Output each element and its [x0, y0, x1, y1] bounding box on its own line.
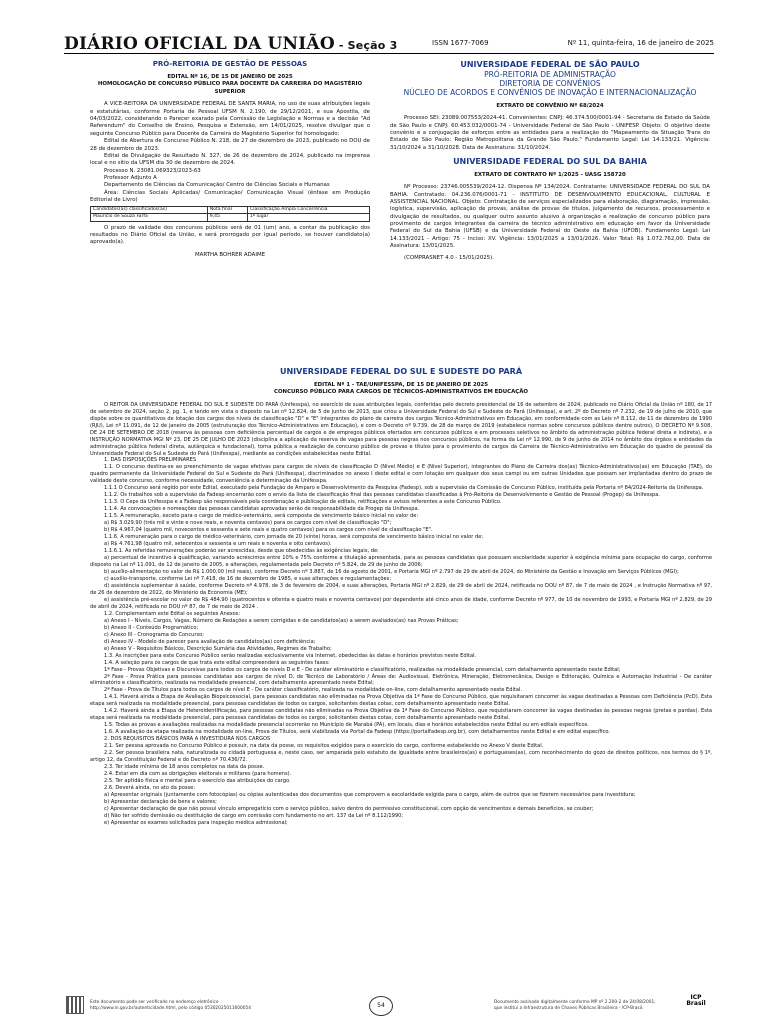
section-label: - Seção 3	[334, 39, 398, 52]
edital-paragraph: 1.1. O concurso destina-se ao preenchimento de vagas efetivas para cargos de níveis de classificação D (Nível Médio) e E (Nível Superior), integrantes do Plano de Carreira dos(as) Técnico-Administrativos(as) em Educação (TAE), do quadro permanente da Universidade Federal do Sul e Sudeste do Pará (Unifesspa), discriminados no anexo I deste edital e com lotação em qualquer dos seus campi ou em outras Unidades que possam ser implantadas dentro do prazo de validade deste concurso, conforme necessidade, conveniência e determinação da Unifesspa.	[90, 464, 712, 485]
table-header: Classificação Ampla Concorrência	[247, 207, 369, 214]
edital-paragraph: 2. DOS REQUISITOS BÁSICOS PARA A INVESTIDURA NOS CARGOS	[104, 736, 271, 743]
edital-title: EDITAL Nº 16, DE 15 DE JANEIRO DE 2025	[167, 73, 293, 80]
edital-paragraph: 1.4.1. Haverá ainda a Etapa de Avaliação Biopsicossocial, para pessoas candidatas não eliminadas na Prova Objetiva da 1ª Fase do Concurso Público, que requisitaram concorrer às vagas destinadas a Pessoas com Deficiência (PcD). Esta etapa será realizada na modalidade presencial, para pessoas candidatas de todos os cargos, solicitantes destas cotas, com detalhamento apresentado neste Edital.	[90, 694, 712, 708]
edital-paragraph: e) assistência pré-escolar no valor de R$ 484,90 (quatrocentos e oitenta e quatro reais e noventa centavos) por dependente até cinco anos de idade, conforme Decreto nº 977, de 10 de novembro de 1993, e Portaria MGI nº 2.829, de 29 de abril de 2024, retificada no DOU nº 87, de 7 de maio de 2024 .	[90, 596, 712, 610]
signature-note	[494, 1000, 656, 1013]
table-header: Nota final	[207, 207, 247, 214]
left-column	[90, 60, 370, 259]
item-1: Edital de Abertura de Concurso Público N. 218, de 27 de dezembro de 2023, publicado no DOU de 28 de dezembro de 2023.	[90, 138, 370, 152]
item-3: Processo N. 23081.069323/2023-63	[104, 167, 201, 174]
signature-line: Documento assinado digitalmente conforme MP nº 2.200-2 de 24/08/2001,	[494, 1000, 656, 1005]
intro-paragraph: A VICE-REITORA DA UNIVERSIDADE FEDERAL DE SANTA MARIA, no uso de suas atribuições legais e estatutárias, conforme Portaria de Pessoal UFSM N. 2.190, de 29/12/2021, e sua Apostila, de 04/03/2022, considerando o Parecer exarado pela Comissão de Legislação e Normas e a decisão "Ad Referendum" do Conselho de Ensino, Pesquisa e Extensão, em 14/01/2025, resolve divulgar que o seguinte Concurso Público para Docente da Carreira do Magistério Superior foi homologado:	[90, 101, 370, 137]
edital-paragraph: a) R$ 4.761,98 (quatro mil, setecentos e sessenta e um reais e noventa e oito centavos).	[104, 541, 332, 548]
edital-tae-title: EDITAL Nº 1 - TAE/UNIFESSPA, DE 15 DE JANEIRO DE 2025	[313, 381, 489, 388]
edital-paragraph: 2.2. Ser pessoa brasileira nata, naturalizada ou cidadã portuguesa e, neste caso, ser amparada pelo estatuto de igualdade entre brasileiros(as) e portugueses(as), com reconhecimento do gozo de direitos políticos, nos termos do § 1º, artigo 12, da Constituição Federal e do Decreto nº 70.436/72.	[90, 750, 712, 764]
issue-date: Nº 11, quinta-feira, 16 de janeiro de 2025	[567, 39, 714, 47]
unifesspa-section	[90, 367, 712, 827]
edital-paragraph: 2.6. Deverá ainda, no ato da posse:	[104, 785, 196, 791]
section-title: PRÓ-REITORIA DE GESTÃO DE PESSOAS	[152, 60, 308, 68]
edital-paragraph: e) Anexo V - Requisitos Básicos, Descrição Sumária das Atividades, Regimes de Trabalho;	[104, 645, 332, 652]
edital-paragraph: a) R$ 3.029,90 (três mil e vinte e nove reais, e noventa centavos) para os cargos com nível de classificação "D";	[104, 520, 392, 527]
edital-paragraph: d) Não ter sofrido demissão ou destituição de cargo em comissão com fundamento no art. 137 da Lei nº 8.112/1990;	[104, 812, 404, 819]
icp-brasil-logo: ICP Brasil	[686, 994, 706, 1007]
edital-paragraph: 1.1.4. As convocações e nomeações das pessoas candidatas aprovadas serão de responsabilidade da Progep da Unifesspa.	[104, 506, 420, 513]
item-2: Edital de Divulgação de Resultado N. 327, de 26 de dezembro de 2024, publicado na imprensa local e no sítio da UFSM dia 30 de dezembro de 2024.	[90, 152, 370, 167]
edital-paragraph: 1.3. As inscrições para este Concurso Público serão realizadas exclusivamente via Internet, obedecidas às datas e horários previstos neste Edital.	[104, 652, 477, 659]
qr-code-icon	[66, 996, 84, 1014]
edital-paragraph: 2.1. Ser pessoa aprovada no Concurso Público e possuir, na data da posse, os requisitos exigidos para o exercício do cargo, conforme estabelecido no Anexo V deste Edital.	[104, 743, 544, 750]
right-column	[390, 60, 710, 263]
edital-paragraph: 1.2. Complementam este Edital os seguintes Anexos:	[104, 610, 241, 617]
results-table	[90, 206, 370, 221]
item-6: Área: Ciências Sociais Aplicadas/ Comunicação/ Comunicação Visual (ênfase em Produção Editorial de Livro)	[90, 189, 370, 203]
edital-paragraph: 1.5. Todas as provas e avaliações realizadas na modalidade presencial ocorrerão no Município de Marabá (PA), em locais, dias e horários estabelecidos neste Edital ou em editais específicos.	[104, 722, 589, 729]
edital-tae-subtitle: CONCURSO PÚBLICO PARA CARGOS DE TÉCNICOS-ADMINISTRATIVOS EM EDUCAÇÃO	[274, 389, 528, 396]
edital-paragraph: e) Apresentar os exames solicitados para inspeção médica admissional;	[104, 819, 288, 826]
verification-line: http://www.in.gov.br/autenticidade.html, pelo código 05302025011600054	[90, 1006, 251, 1012]
table-cell: 1º lugar	[247, 214, 369, 221]
org-unifesp-sub3: NÚCLEO DE ACORDOS E CONVÊNIOS DE INOVAÇÃO E INTERNACIONALIZAÇÃO	[403, 88, 697, 98]
extract2-title: EXTRATO DE CONTRATO Nº 1/2025 - UASG 158720	[474, 171, 626, 178]
edital-paragraph: 1.4. A seleção para os cargos de que trata este edital compreenderá as seguintes fases:	[104, 659, 330, 666]
edital-paragraph: d) Anexo IV - Modelo de parecer para avaliação de candidatos(as) com deficiência;	[104, 638, 316, 645]
page-footer	[64, 994, 714, 1018]
masthead	[64, 34, 397, 54]
edital-paragraph: 2.4. Estar em dia com as obrigações eleitorais e militares (para homens).	[104, 771, 292, 778]
edital-paragraph: b) auxílio-alimentação no valor de R$ 1.000,00 (mil reais), conforme Decreto nº 3.887, de 16 de agosto de 2001, e Portaria MGI nº 2.797 de 29 de abril de 2024, do Ministério da Gestão e Inovação em Serviços Públicos (MGI);	[104, 568, 679, 575]
edital-paragraph: c) Apresentar declaração de que não possui vínculo empregatício com o serviço público, salvo dentro do permissivo constitucional, com opção de vencimentos e demais benefícios, se couber;	[104, 805, 594, 812]
closing-paragraph: O prazo de validade dos concursos públicos será de 01 (um) ano, a contar da publicação dos resultados no Diário Oficial da União, e será prorrogado por igual período, se houver candidato(a) aprovado(a).	[90, 224, 370, 246]
edital-paragraph: b) Anexo II - Conteúdo Programático;	[104, 624, 199, 631]
edital-subtitle: HOMOLOGAÇÃO DE CONCURSO PÚBLICO PARA DOCENTE DA CARREIRA DO MAGISTÉRIO SUPERIOR	[97, 81, 363, 95]
edital-paragraph: O REITOR DA UNIVERSIDADE FEDERAL DO SUL E SUDESTE DO PARÁ (Unifesspa), no exercício de suas atribuições legais, conferidas pelo decreto presidencial de 16 de setembro de 2024, publicado no Diário Oficial da União nº 180, de 17 de setembro de 2024, seção 2, pg. 1, e tendo em vista o disposto na Lei nº 12.824, de 5 de junho de 2013, que criou a Universidade Federal do Sul e Sudeste do Pará (Unifesspa), e art. 2º do Decreto nº 7.232, de 19 de julho de 2010, que dispõe sobre os quantitativos de lotação dos cargos dos níveis de classificação "D" e "E" integrantes do plano de carreira dos cargos Técnico-Administrativos em Educação, em conformidade com as Leis nº 8.112, de 11 de dezembro de 1990 (RJU), Lei nº 11.091, de 12 de janeiro de 2005 (estruturação dos Técnico-Administrativos em Educação), e com o Decreto nº 9.739, de 28 de março de 2019 (estabelece normas sobre concursos públicos dentre outros), O DECRETO Nº 9.508, DE 24 DE SETEMBRO DE 2018 (reserva às pessoas com deficiência percentual de cargos e de empregos públicos ofertados em concursos públicos e em processos seletivos no âmbito da administração pública federal direta e indireta), e a INSTRUÇÃO NORMATIVA MGI Nº 23, DE 25 DE JULHO DE 2023 (disciplina a aplicação da reserva de vagas para pessoas negras nos concursos públicos, na forma da Lei nº 12.990, de 9 de junho de 2014 no âmbito dos órgãos e entidades da administração pública federal direta, autárquica e fundacional), torna pública a realização de concurso público de provas e títulos para o provimento de cargos da Carreira de Técnico-Administrativo em Educação do quadro de pessoal da Universidade Federal do Sul e Sudeste do Pará (Unifesspa), mediante as condições estabelecidas neste Edital.	[90, 401, 712, 457]
signature-line: que institui a Infraestrutura de Chaves Públicas Brasileira - ICP-Brasil.	[494, 1006, 644, 1012]
verification-note	[90, 1000, 251, 1013]
table-cell: Mauricio de Souza Farfa	[91, 214, 208, 221]
edital-paragraph: 2ª Fase - Prova Prática para pessoas candidatas aos cargos de nível D, de Técnico de Laboratório / Áreas de: Audiovisual, Eletrônica, Mineração, Eletromecânica, Design e Editoração, Química e Automação Industrial - De caráter eliminatório e classificatório, realizada na modalidade presencial, com detalhamento apresentado neste Edital;	[90, 673, 712, 687]
edital-paragraph: 1.1.5. A remuneração, exceto para o cargo de médico-veterinário, será composta de vencimento básico inicial no valor de:	[104, 513, 419, 520]
edital-paragraph: b) R$ 4.967,04 (quatro mil, novecentos e sessenta e sete reais e quatro centavos) para os cargos com nível de classificação "E".	[104, 527, 433, 534]
edital-paragraph: c) auxílio-transporte, conforme Lei nº 7.418, de 16 de dezembro de 1985, e suas alterações e regulamentações;	[104, 575, 392, 582]
item-5: Departamento de Ciências da Comunicação/ Centro de Ciências Sociais e Humanas	[104, 182, 330, 189]
edital-paragraph: b) Apresentar declaração de bens e valores;	[104, 798, 217, 805]
edital-paragraph: 2ª Fase - Prova de Títulos para todos os cargos de nível E - De caráter classificatório, realizada na modalidade on-line, com detalhamento apresentado neste Edital.	[104, 687, 523, 694]
extract2-text: Nº Processo: 23746.005539/2024-12. Dispensa Nº 134/2024. Contratante: UNIVERSIDADE FEDERAL DO SUL DA BAHIA. Contratado: 04.236.076/0001-71 - INSTITUTO DE DESENVOLVIMENTO EDUCACIONAL, CULTURAL E ASSISTENCIAL NACIONAL. Objeto: Contratação de serviços especializados para elaboração, diagramação, impressão, logística, supervisão, aplicação de provas, análise de provas de títulos, julgamento de recursos, processamento e divulgação de resultados, ou qualquer outro assunto alusivo à organização e realização de concurso público para provimento de cargos integrantes da carreira de técnico administrativo em educação em favor da Universidade Federal do Sul da Bahia (UFSB) e da Universidade Federal do Oeste da Bahia (UFOB). Fundamento Legal: Lei 14.133/2021 - Artigo: 75 - Inciso: XV. Vigência: 13/01/2025 a 13/01/2026. Valor Total: R$ 1.072.762,00. Data de Assinatura: 13/01/2025.	[390, 184, 710, 249]
extract1-text: Processo SEI: 23089.007553/2024-41. Convenientes: CNPJ: 46.374.500/0001-94 - Secretaria de Estado da Saúde de São Paulo e CNPJ: 60.453.032/0001-74 - Universidade Federal de São Paulo - UNIFESP. Objeto: O objetivo deste convênio é a conjugação de esforços entre as entidades para a realização do "Mapeamento da Situação Trans do Estado de São Paulo: Região Metropolitana da Grande São Paulo." Fundamento Legal: Lei 14.133/21. Vigência: 31/10/2024 a 31/10/2028. Data de Assinatura: 31/10/2024.	[390, 115, 710, 151]
edital-paragraph: 2.5. Ter aptidão física e mental para o exercício das atribuições do cargo.	[104, 778, 291, 785]
edital-paragraph: a) Apresentar originais (juntamente com fotocópias) ou cópias autenticadas dos documentos que comprovem a escolaridade exigida para o cargo, além de outros que se fizerem necessários para investidura;	[104, 791, 636, 798]
edital-paragraph: 1.1.6. A remuneração para o cargo de médico-veterinário, com jornada de 20 (vinte) horas, será composta de vencimento básico inicial no valor de:	[104, 534, 484, 541]
edital-paragraph: d) assistência suplementar à saúde, conforme Decreto nº 4.978, de 3 de fevereiro de 2004, e suas alterações, Portaria MGI nº 2.829, de 29 de abril de 2024, retificada no DOU nº 87, de 7 de maio de 2024 , e Instrução Normativa nº 97, de 26 de dezembro de 2022, do Ministério da Economia (ME);	[90, 582, 712, 596]
issn: ISSN 1677-7069	[432, 39, 489, 47]
table-header-row	[91, 207, 370, 214]
table-row	[91, 214, 370, 221]
table-cell: 9,45	[207, 214, 247, 221]
item-4: Professor Adjunto A	[104, 174, 157, 181]
extract1-title: EXTRATO DE CONVÊNIO Nº 68/2024	[496, 102, 604, 109]
page-header	[64, 34, 714, 54]
edital-paragraph: 2.3. Ter idade mínima de 18 anos completos na data da posse.	[104, 764, 265, 771]
org-ufsb: UNIVERSIDADE FEDERAL DO SUL DA BAHIA	[453, 157, 647, 166]
org-unifesspa: UNIVERSIDADE FEDERAL DO SUL E SUDESTE DO PARÁ	[279, 367, 523, 376]
edital-paragraph: a) percentual de incentivo à qualificação, variando acréscimos entre 10% e 75% conforme a titulação apresentada, para as pessoas candidatas que possuam escolaridade superior à exigência mínima para ocupação do cargo, conforme disposto na Lei nº 11.091, de 12 de janeiro de 2005, e alterações, regulamentada pelo Decreto nº 5.824, de 29 de junho de 2006;	[90, 555, 712, 568]
extract2-code: (COMPRASNET 4.0 - 15/01/2025).	[404, 255, 494, 262]
edital-body	[90, 402, 712, 827]
org-unifesp-sub1: PRÓ-REITORIA DE ADMINISTRAÇÃO	[484, 69, 616, 79]
edital-paragraph: 1.1.3. O Ceps da Unifesspa e a Fadesp são responsáveis pela coordenação e publicação de editais, retificações e avisos referentes a este Concurso Público.	[104, 499, 502, 506]
table-header: Candidatos(as) classificados(as)	[91, 207, 208, 214]
verification-line: Este documento pode ser verificado no endereço eletrônico	[90, 1000, 219, 1005]
edital-paragraph: 1ª Fase - Provas Objetivas e Discursivas para todos os cargos de níveis D e E - De caráter eliminatório e classificatório, realizadas na modalidade presencial, com detalhamento apresentado neste Edital;	[104, 666, 621, 673]
masthead-title: DIÁRIO OFICIAL DA UNIÃO	[64, 34, 335, 54]
edital-paragraph: 1.4.2. Haverá ainda a Etapa de Heteroidentificação, para pessoas candidatas não eliminadas na Prova Objetiva da 1ª Fase do Concurso Público, que requisitaram concorrer às vagas destinadas às pessoas negras (pretas e pardas). Esta etapa será realizada na modalidade presencial, para pessoas candidatas de todos os cargos, solicitantes destas cotas, com detalhamento apresentado neste Edital.	[90, 708, 712, 722]
org-unifesp-sub2: DIRETORIA DE CONVÊNIOS	[499, 78, 601, 88]
page-number: 54	[369, 996, 393, 1016]
edital-paragraph: c) Anexo III - Cronograma do Concurso;	[104, 631, 204, 638]
edital-paragraph: 1.1.2. Os trabalhos sob a supervisão da Fadesp encerrarão com o envio da lista de classificação final das pessoas candidatas classificadas à Pró-Reitoria de Desenvolvimento e Gestão de Pessoal (Progep) da Unifesspa.	[104, 492, 661, 499]
edital-paragraph: 1. DAS DISPOSIÇÕES PRELIMINARES	[104, 457, 197, 464]
org-unifesp: UNIVERSIDADE FEDERAL DE SÃO PAULO	[460, 60, 640, 69]
edital-paragraph: 1.1.1 O Concurso será regido por este Edital, executado pela Fundação de Amparo e Desenvolvimento da Pesquisa (Fadesp), sob a supervisão da Comissão de Concurso Público, instituída pela Portaria nº 84/2024-Reitoria da Unifesspa.	[104, 485, 704, 492]
edital-paragraph: 1.1.6.1. As referidas remunerações poderão ser acrescidas, desde que obedecidas às exigências legais, de:	[104, 548, 379, 555]
signature: MARTHA BOHRER ADAIME	[194, 251, 266, 258]
edital-paragraph: 1.6. A avaliação da etapa realizada na modalidade on-line, Prova de Títulos, será viabilizada via Portal da Fadesp (https://portalfadesp.org.br), com detalhamentos neste Edital e em edital específico.	[104, 729, 611, 736]
edital-paragraph: a) Anexo I - Níveis, Cargos, Vagas, Número de Redações a serem corrigidas e de candidatos(as) a serem avaliados(as) nas Provas Práticas;	[104, 617, 459, 624]
